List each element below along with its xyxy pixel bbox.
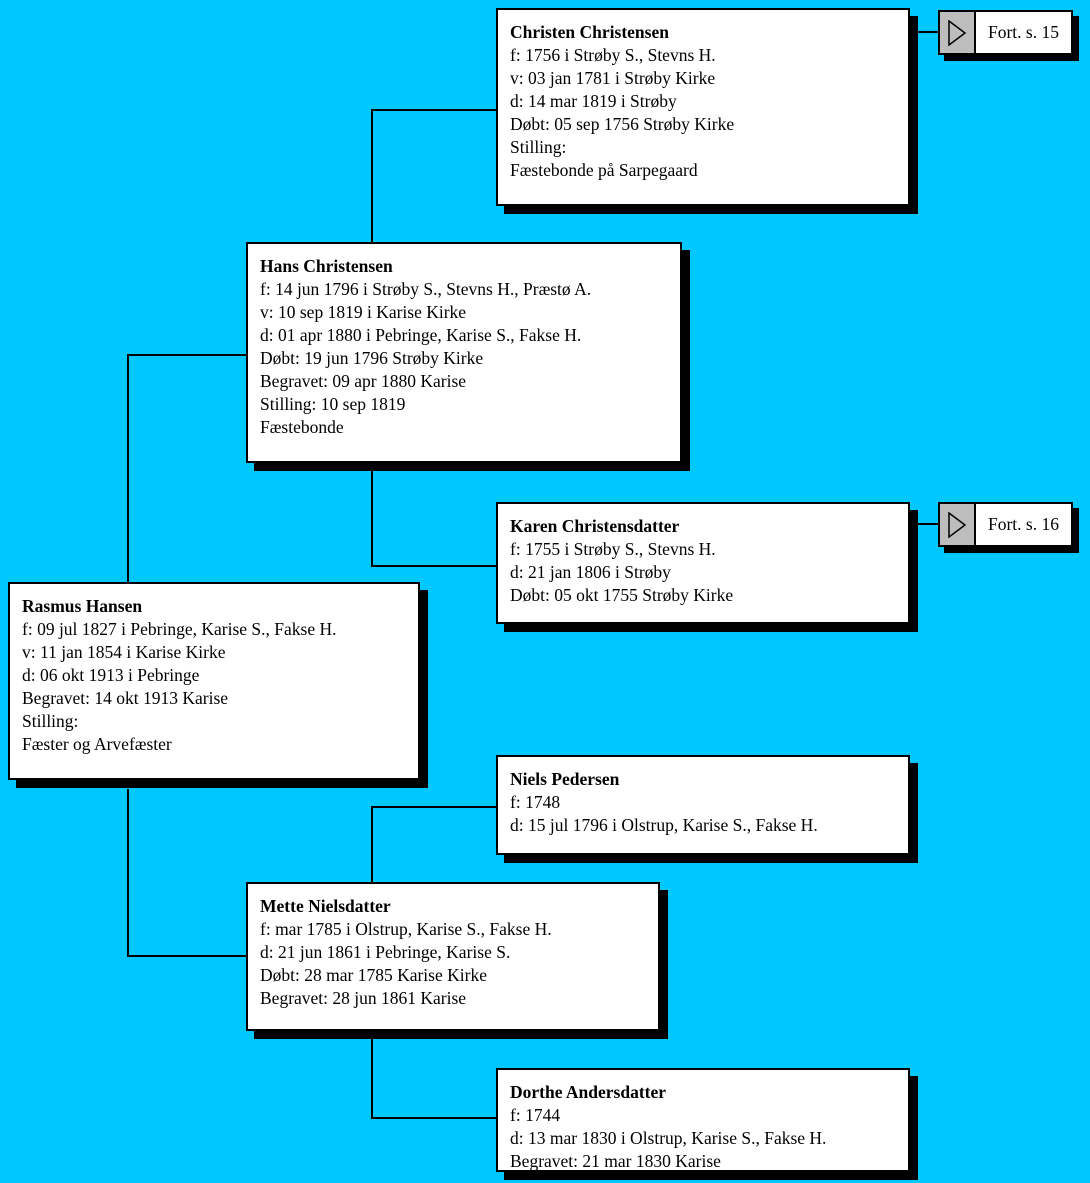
person-detail-line: v: 11 jan 1854 i Karise Kirke [22,642,226,662]
person-detail-line: d: 01 apr 1880 i Pebringe, Karise S., Fakse H. [260,325,582,345]
person-detail-line: f: 1756 i Strøby S., Stevns H. [510,45,716,65]
person-name: Dorthe Andersdatter [510,1082,667,1102]
person-detail-line: Begravet: 09 apr 1880 Karise [260,371,467,391]
connector-hans-christen [372,110,496,242]
person-detail-line: Begravet: 28 jun 1861 Karise [260,988,467,1008]
connector-hans-karen [372,463,496,566]
connector-mette-niels [372,807,496,882]
person-detail-line: f: 09 jul 1827 i Pebringe, Karise S., Fakse H. [22,619,337,639]
connector-mette-dorthe [372,1031,496,1118]
play-arrow-icon [940,504,976,545]
person-detail-line: f: 1755 i Strøby S., Stevns H. [510,539,716,559]
person-detail-line: Stilling: [22,711,79,731]
person-box-dorthe-andersdatter[interactable] [496,1068,910,1172]
person-box-karen-christensdatter[interactable] [496,502,910,624]
person-box-niels-pedersen[interactable] [496,755,910,855]
connector-rasmus-mette [128,789,246,956]
person-box-mette-nielsdatter[interactable] [246,882,660,1031]
person-detail-line: Stilling: 10 sep 1819 [260,394,406,414]
person-detail-line: f: 1744 [510,1105,561,1125]
person-detail-line: f: 1748 [510,792,561,812]
person-detail-line: f: 14 jun 1796 i Strøby S., Stevns H., Præstø A. [260,279,592,299]
person-name: Niels Pedersen [510,769,620,789]
person-detail-line: Fæster og Arvefæster [22,734,172,754]
person-detail-line: d: 13 mar 1830 i Olstrup, Karise S., Fakse H. [510,1128,827,1148]
person-box-hans-christensen[interactable] [246,242,682,463]
person-detail-line: d: 21 jun 1861 i Pebringe, Karise S. [260,942,511,962]
person-name: Rasmus Hansen [22,596,143,616]
person-name: Mette Nielsdatter [260,896,391,916]
person-detail-line: Døbt: 19 jun 1796 Strøby Kirke [260,348,484,368]
person-detail-line: Døbt: 05 okt 1755 Strøby Kirke [510,585,734,605]
person-box-christen-christensen[interactable] [496,8,910,206]
continuation-label: Fort. s. 15 [988,22,1059,42]
person-detail-line: Døbt: 05 sep 1756 Strøby Kirke [510,114,735,134]
person-detail-line: Stilling: [510,137,567,157]
continuation-link-christen[interactable] [938,10,1073,55]
person-detail-line: d: 14 mar 1819 i Strøby [510,91,677,111]
person-name: Christen Christensen [510,22,669,42]
person-name: Hans Christensen [260,256,393,276]
person-detail-line: Fæstebonde [260,417,344,437]
person-name: Karen Christensdatter [510,516,680,536]
person-detail-line: d: 06 okt 1913 i Pebringe [22,665,200,685]
play-arrow-icon [940,12,976,53]
person-detail-line: Døbt: 28 mar 1785 Karise Kirke [260,965,487,985]
person-detail-line: v: 03 jan 1781 i Strøby Kirke [510,68,716,88]
person-detail-line: Fæstebonde på Sarpegaard [510,160,698,180]
connector-rasmus-hans [128,355,246,582]
person-box-rasmus-hansen[interactable] [8,582,420,780]
continuation-label: Fort. s. 16 [988,514,1059,534]
person-detail-line: v: 10 sep 1819 i Karise Kirke [260,302,467,322]
person-detail-line: d: 21 jan 1806 i Strøby [510,562,671,582]
person-detail-line: Begravet: 14 okt 1913 Karise [22,688,229,708]
continuation-link-karen[interactable] [938,502,1073,547]
person-detail-line: d: 15 jul 1796 i Olstrup, Karise S., Fakse H. [510,815,818,835]
person-detail-line: Begravet: 21 mar 1830 Karise [510,1151,721,1171]
person-detail-line: f: mar 1785 i Olstrup, Karise S., Fakse H. [260,919,552,939]
